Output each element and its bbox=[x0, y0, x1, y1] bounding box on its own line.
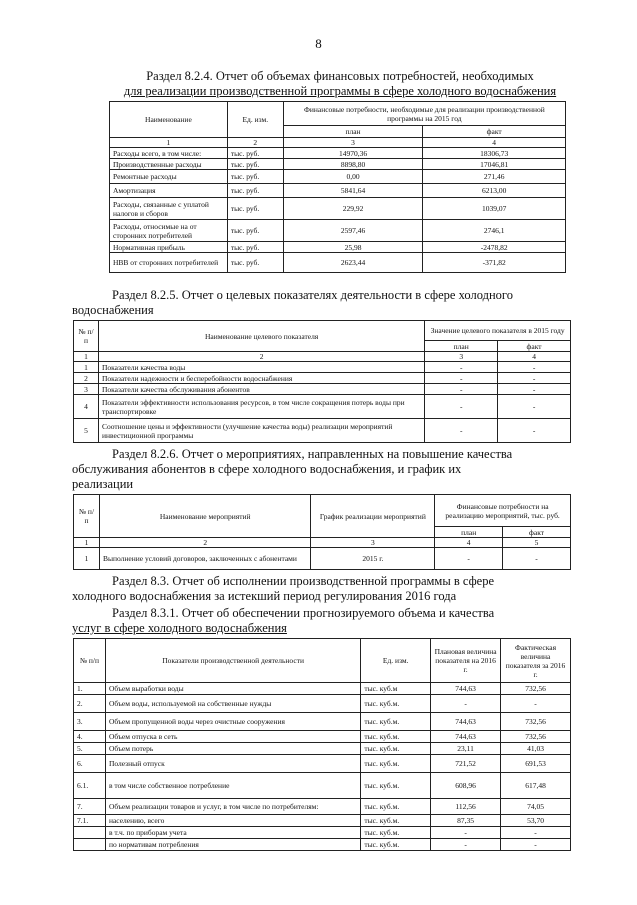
table-row bbox=[74, 755, 571, 773]
table-row bbox=[74, 419, 571, 443]
row-no: 1 bbox=[74, 548, 100, 570]
table-row bbox=[74, 731, 571, 743]
row-fact: - bbox=[501, 827, 571, 839]
row-fact: 18306,73 bbox=[423, 148, 566, 159]
col-header-plan: план bbox=[283, 126, 423, 138]
row-fact: -2478,82 bbox=[423, 242, 566, 253]
table-row bbox=[74, 815, 571, 827]
row-fact: - bbox=[498, 395, 571, 419]
row-no: 1 bbox=[74, 362, 99, 373]
section-825-heading bbox=[72, 288, 572, 318]
row-unit: тыс. руб. bbox=[227, 148, 283, 159]
row-plan: 721,52 bbox=[431, 755, 501, 773]
row-plan: 8898,80 bbox=[283, 159, 423, 170]
row-plan: 14970,36 bbox=[283, 148, 423, 159]
row-fact: - bbox=[498, 362, 571, 373]
table-row bbox=[110, 198, 566, 220]
row-plan: 744,63 bbox=[431, 731, 501, 743]
section-83-heading bbox=[72, 574, 572, 604]
row-fact: - bbox=[498, 419, 571, 443]
row-fact: 74,05 bbox=[501, 799, 571, 815]
row-no: 4. bbox=[74, 731, 106, 743]
row-no: 3. bbox=[74, 713, 106, 731]
col-header-no: № п/п bbox=[74, 321, 99, 352]
row-fact: 732,56 bbox=[501, 713, 571, 731]
row-name: Показатели надежности и бесперебойности водоснабжения bbox=[98, 373, 424, 384]
row-plan: 5841,64 bbox=[283, 184, 423, 198]
row-unit: тыс. руб. bbox=[227, 198, 283, 220]
row-unit: тыс. куб.м. bbox=[361, 773, 431, 799]
row-no: 6. bbox=[74, 755, 106, 773]
row-name: населению, всего bbox=[105, 815, 360, 827]
index-cell: 4 bbox=[423, 138, 566, 148]
row-name: Ремонтные расходы bbox=[110, 170, 228, 184]
col-header-no: № п/п bbox=[74, 639, 106, 683]
row-plan: 2623,44 bbox=[283, 253, 423, 273]
row-name: Показатели качества воды bbox=[98, 362, 424, 373]
row-no: 3 bbox=[74, 384, 99, 395]
index-cell: 1 bbox=[110, 138, 228, 148]
row-fact: 617,48 bbox=[501, 773, 571, 799]
col-header-fact: факт bbox=[423, 126, 566, 138]
measures-table bbox=[73, 494, 571, 570]
table-row bbox=[74, 695, 571, 713]
row-plan: 87,35 bbox=[431, 815, 501, 827]
row-no: 2 bbox=[74, 373, 99, 384]
index-cell: 1 bbox=[74, 352, 99, 362]
col-header-plan: Плановая величина показателя на 2016 г. bbox=[431, 639, 501, 683]
row-unit: тыс. куб.м. bbox=[361, 695, 431, 713]
row-unit: тыс. куб.м. bbox=[361, 815, 431, 827]
table-row bbox=[74, 362, 571, 373]
section-83-heading-line2: холодного водоснабжения за истекший период регулирования 2016 года bbox=[72, 589, 457, 603]
section-825-heading-line2: водоснабжения bbox=[72, 303, 154, 317]
row-fact: - bbox=[498, 373, 571, 384]
index-cell: 1 bbox=[74, 538, 100, 548]
row-unit: тыс. руб. bbox=[227, 242, 283, 253]
col-header-name: Наименование мероприятий bbox=[99, 495, 311, 538]
target-indicators-table bbox=[73, 320, 571, 443]
row-name: в т.ч. по приборам учета bbox=[105, 827, 360, 839]
row-unit: тыс. руб. bbox=[227, 220, 283, 242]
row-fact: 271,46 bbox=[423, 170, 566, 184]
row-no: 7. bbox=[74, 799, 106, 815]
row-name: Соотношение цены и эффективности (улучшение качества воды) реализации мероприятий инвестиционной программы bbox=[98, 419, 424, 443]
row-no bbox=[74, 839, 106, 851]
index-cell: 4 bbox=[435, 538, 503, 548]
row-plan: 744,63 bbox=[431, 683, 501, 695]
table-row bbox=[74, 839, 571, 851]
row-fact: - bbox=[501, 695, 571, 713]
row-plan: - bbox=[425, 384, 498, 395]
row-no: 2. bbox=[74, 695, 106, 713]
row-name: Показатели эффективности использования ресурсов, в том числе сокращения потерь воды при транспортировке bbox=[98, 395, 424, 419]
col-header-fact: Фактическая величина показателя за 2016 г. bbox=[501, 639, 571, 683]
row-plan: 112,56 bbox=[431, 799, 501, 815]
row-fact: -371,82 bbox=[423, 253, 566, 273]
production-indicators-table bbox=[73, 638, 571, 851]
table-row bbox=[110, 184, 566, 198]
row-name: Выполнение условий договоров, заключенных с абонентами bbox=[99, 548, 311, 570]
index-row bbox=[74, 352, 571, 362]
table-row bbox=[74, 683, 571, 695]
row-name: Амортизация bbox=[110, 184, 228, 198]
col-header-name: Наименование целевого показателя bbox=[98, 321, 424, 352]
row-name: Расходы всего, в том числе: bbox=[110, 148, 228, 159]
index-row bbox=[74, 538, 571, 548]
row-name: Объем реализации товаров и услуг, в том числе по потребителям: bbox=[105, 799, 360, 815]
row-plan: 2597,46 bbox=[283, 220, 423, 242]
row-unit: тыс. куб.м bbox=[361, 683, 431, 695]
section-826-heading-line2: обслуживания абонентов в сфере холодного водоснабжения, и график их bbox=[72, 462, 462, 476]
table-row bbox=[74, 827, 571, 839]
row-fact: 41,03 bbox=[501, 743, 571, 755]
row-no bbox=[74, 827, 106, 839]
row-plan: 23,11 bbox=[431, 743, 501, 755]
row-plan: 229,92 bbox=[283, 198, 423, 220]
index-cell: 2 bbox=[99, 538, 311, 548]
table-row bbox=[110, 242, 566, 253]
table-row bbox=[74, 548, 571, 570]
row-no: 5 bbox=[74, 419, 99, 443]
section-831-heading-line1: Раздел 8.3.1. Отчет об обеспечении прогнозируемого объема и качества bbox=[112, 606, 495, 620]
table-row bbox=[74, 395, 571, 419]
col-header-unit: Ед. изм. bbox=[361, 639, 431, 683]
row-name: Нормативная прибыль bbox=[110, 242, 228, 253]
row-name: Объем пропущенной воды через очистные сооружения bbox=[105, 713, 360, 731]
row-plan: - bbox=[425, 362, 498, 373]
row-unit: тыс. куб.м. bbox=[361, 755, 431, 773]
section-824-heading-line1: Раздел 8.2.4. Отчет об объемах финансовых потребностей, необходимых bbox=[146, 69, 534, 83]
row-name: Полезный отпуск bbox=[105, 755, 360, 773]
page-number: 8 bbox=[315, 36, 322, 51]
section-824-heading-line2: для реализации производственной программы в сфере холодного водоснабжения bbox=[123, 84, 557, 98]
row-plan: - bbox=[431, 839, 501, 851]
row-fact: 17046,81 bbox=[423, 159, 566, 170]
row-fact: 2746,1 bbox=[423, 220, 566, 242]
row-name: по нормативам потребления bbox=[105, 839, 360, 851]
table-row bbox=[110, 148, 566, 159]
col-header-name: Показатели производственной деятельности bbox=[105, 639, 360, 683]
row-plan: - bbox=[431, 695, 501, 713]
col-header-plan: план bbox=[435, 527, 503, 538]
row-plan: 25,98 bbox=[283, 242, 423, 253]
row-fact: 732,56 bbox=[501, 731, 571, 743]
row-no: 5. bbox=[74, 743, 106, 755]
row-name: Расходы, связанные с уплатой налогов и сборов bbox=[110, 198, 228, 220]
row-fact: - bbox=[498, 384, 571, 395]
section-826-heading bbox=[72, 447, 572, 492]
row-fact: 732,56 bbox=[501, 683, 571, 695]
row-fact: 691,53 bbox=[501, 755, 571, 773]
col-header-fact: факт bbox=[498, 341, 571, 352]
financial-needs-table bbox=[109, 101, 566, 273]
index-row bbox=[110, 138, 566, 148]
row-no: 6.1. bbox=[74, 773, 106, 799]
col-header-no: № п/п bbox=[74, 495, 100, 538]
row-fact: - bbox=[503, 548, 571, 570]
row-no: 1. bbox=[74, 683, 106, 695]
row-name: Производственные расходы bbox=[110, 159, 228, 170]
section-825-heading-line1: Раздел 8.2.5. Отчет о целевых показателях деятельности в сфере холодного bbox=[112, 288, 513, 302]
row-plan: - bbox=[425, 373, 498, 384]
row-name: Объем потерь bbox=[105, 743, 360, 755]
col-header-financial: Финансовые потребности, необходимые для реализации производственной программы на 2015 год bbox=[283, 102, 565, 126]
row-plan: 744,63 bbox=[431, 713, 501, 731]
row-fact: - bbox=[501, 839, 571, 851]
table-row bbox=[74, 743, 571, 755]
row-plan: - bbox=[425, 395, 498, 419]
section-831-heading-line2: услуг в сфере холодного водоснабжения bbox=[72, 621, 287, 635]
col-header-plan: план bbox=[425, 341, 498, 352]
col-header-financial: Финансовые потребности на реализацию мероприятий, тыс. руб. bbox=[435, 495, 571, 527]
row-name: Расходы, относимые на от сторонних потребителей bbox=[110, 220, 228, 242]
table-row bbox=[110, 159, 566, 170]
row-unit: тыс. куб.м. bbox=[361, 827, 431, 839]
row-name: НВВ от сторонних потребителей bbox=[110, 253, 228, 273]
row-no: 4 bbox=[74, 395, 99, 419]
col-header-name: Наименование bbox=[110, 102, 228, 138]
row-plan: - bbox=[425, 419, 498, 443]
table-row bbox=[74, 773, 571, 799]
col-header-value: Значение целевого показателя в 2015 году bbox=[425, 321, 571, 341]
col-header-fact: факт bbox=[503, 527, 571, 538]
row-schedule: 2015 г. bbox=[311, 548, 435, 570]
row-unit: тыс. куб.м. bbox=[361, 743, 431, 755]
row-fact: 1039,07 bbox=[423, 198, 566, 220]
row-name: Показатели качества обслуживания абонентов bbox=[98, 384, 424, 395]
row-unit: тыс. куб.м. bbox=[361, 799, 431, 815]
table-row bbox=[110, 170, 566, 184]
section-824-heading bbox=[110, 69, 570, 99]
table-row bbox=[110, 220, 566, 242]
section-826-heading-line1: Раздел 8.2.6. Отчет о мероприятиях, направленных на повышение качества bbox=[112, 447, 513, 461]
table-row bbox=[110, 253, 566, 273]
index-cell: 2 bbox=[227, 138, 283, 148]
row-name: Объем отпуска в сеть bbox=[105, 731, 360, 743]
index-cell: 3 bbox=[311, 538, 435, 548]
row-unit: тыс. куб.м. bbox=[361, 731, 431, 743]
table-row bbox=[74, 799, 571, 815]
section-826-heading-line3: реализации bbox=[72, 477, 134, 491]
table-row bbox=[74, 373, 571, 384]
row-no: 7.1. bbox=[74, 815, 106, 827]
row-fact: 53,70 bbox=[501, 815, 571, 827]
row-unit: тыс. руб. bbox=[227, 159, 283, 170]
row-plan: - bbox=[435, 548, 503, 570]
index-cell: 4 bbox=[498, 352, 571, 362]
row-name: в том числе собственное потребление bbox=[105, 773, 360, 799]
row-plan: 0,00 bbox=[283, 170, 423, 184]
index-cell: 2 bbox=[98, 352, 424, 362]
col-header-unit: Ед. изм. bbox=[227, 102, 283, 138]
table-row bbox=[74, 384, 571, 395]
row-unit: тыс. куб.м. bbox=[361, 713, 431, 731]
row-unit: тыс. руб. bbox=[227, 170, 283, 184]
table-row bbox=[74, 713, 571, 731]
row-fact: 6213,00 bbox=[423, 184, 566, 198]
row-unit: тыс. куб.м. bbox=[361, 839, 431, 851]
section-831-heading bbox=[72, 606, 572, 636]
index-cell: 3 bbox=[425, 352, 498, 362]
row-plan: - bbox=[431, 827, 501, 839]
row-plan: 608,96 bbox=[431, 773, 501, 799]
index-cell: 5 bbox=[503, 538, 571, 548]
row-unit: тыс. руб. bbox=[227, 184, 283, 198]
col-header-schedule: График реализации мероприятий bbox=[311, 495, 435, 538]
index-cell: 3 bbox=[283, 138, 423, 148]
row-name: Объем воды, используемой на собственные нужды bbox=[105, 695, 360, 713]
section-83-heading-line1: Раздел 8.3. Отчет об исполнении производственной программы в сфере bbox=[112, 574, 495, 588]
row-name: Объем выработки воды bbox=[105, 683, 360, 695]
row-unit: тыс. руб. bbox=[227, 253, 283, 273]
